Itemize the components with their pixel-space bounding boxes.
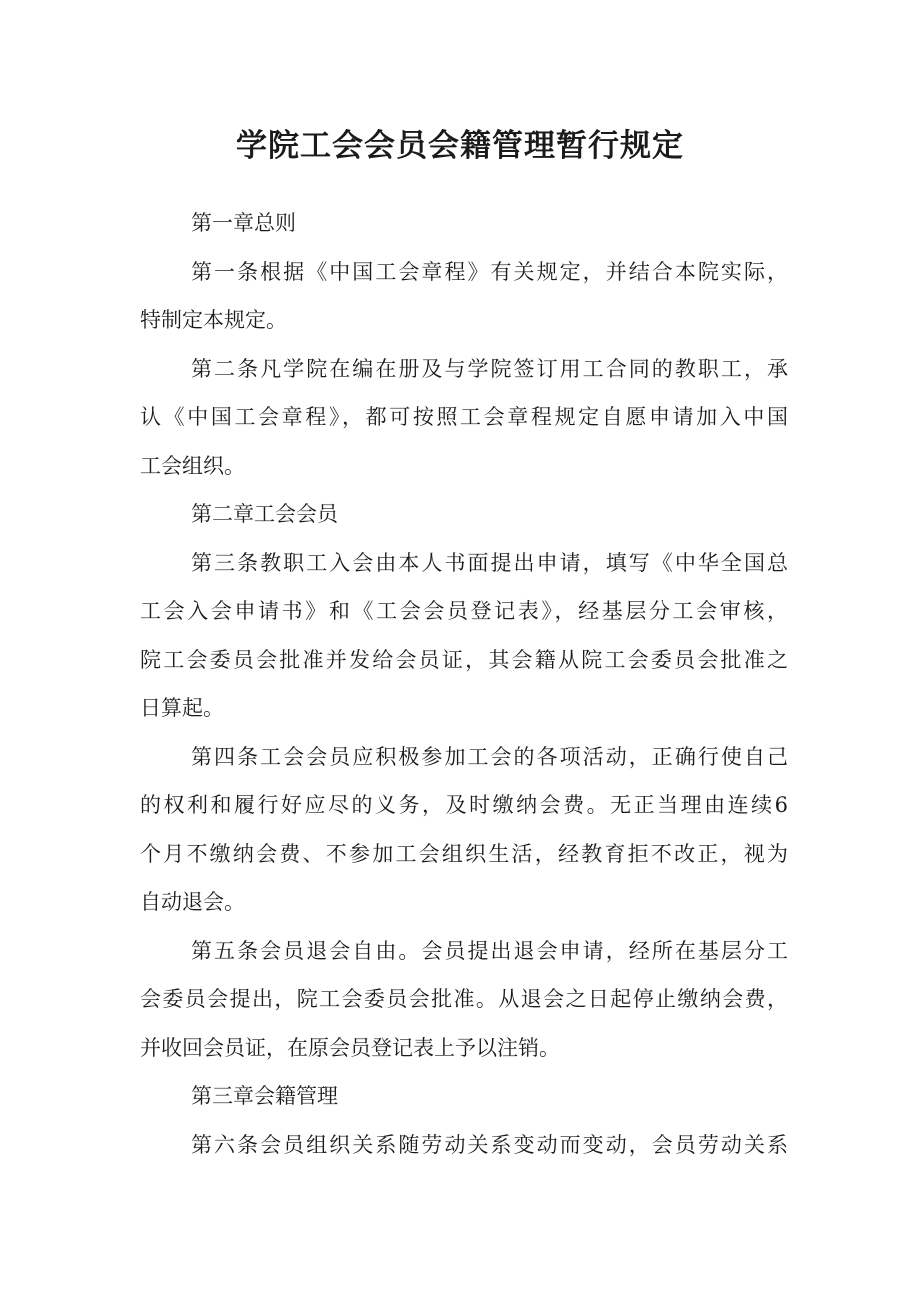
chapter-heading: 第三章会籍管理 (191, 1084, 338, 1108)
text-line: 第二条凡学院在编在册及与学院签订用工合同的教职工，承 (191, 356, 788, 381)
text-line: 院工会委员会批准并发给会员证，其会籍从院工会委员会批准之 (140, 647, 788, 672)
text-line: 认《中国工会章程》，都可按照工会章程规定自愿申请加入中国 (140, 405, 788, 429)
document-body (140, 199, 788, 1169)
text-line: 工会组织。 (140, 453, 245, 478)
text-line: 日算起。 (140, 696, 224, 720)
text-line: 自动退会。 (140, 890, 245, 914)
text-line: 第五条会员退会自由。会员提出退会申请，经所在基层分工 (191, 938, 788, 963)
text-line: 第三条教职工入会由本人书面提出申请，填写《中华全国总 (191, 550, 788, 575)
text-line: 第一条根据《中国工会章程》有关规定，并结合本院实际， (191, 259, 788, 284)
document-title: 学院工会会员会籍管理暂行规定 (236, 128, 684, 164)
text-line: 的权利和履行好应尽的义务，及时缴纳会费。无正当理由连续6 (140, 793, 788, 817)
text-line: 特制定本规定。 (140, 308, 287, 332)
chapter-heading: 第二章工会会员 (191, 502, 338, 526)
text-line: 个月不缴纳会费、不参加工会组织生活，经教育拒不改正，视为 (140, 841, 788, 866)
text-line: 会委员会提出，院工会委员会批准。从退会之日起停止缴纳会费， (140, 987, 788, 1011)
chapter-heading: 第一章总则 (191, 211, 296, 235)
text-line: 并收回会员证，在原会员登记表上予以注销。 (140, 1035, 560, 1060)
text-line: 工会入会申请书》和《工会会员登记表》，经基层分工会审核， (140, 599, 788, 623)
text-line: 第六条会员组织关系随劳动关系变动而变动，会员劳动关系 (191, 1132, 788, 1157)
text-line: 第四条工会会员应积极参加工会的各项活动，正确行使自己 (191, 744, 788, 769)
